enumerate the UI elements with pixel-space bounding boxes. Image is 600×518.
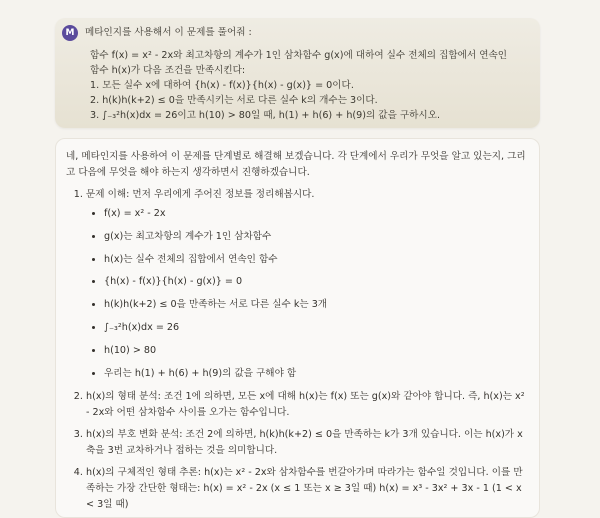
given-info-item: • g(x)는 최고차항의 계수가 1인 삼차함수 [104,230,527,244]
problem-line: 함수 f(x) = x² - 2x와 최고차항의 계수가 1인 삼차함수 g(x)에 대하여 실수 전체의 집합에서 연속인 [90,50,508,61]
step-text: h(x)의 형태 분석: 조건 1에 의하면, 모든 x에 대해 h(x)는 f(x) 또는 g(x)와 같아야 합니다. 즉, h(x)는 x² - 2x와 어떤 삼차함수 사이를 오가는 함수입니다. [86,391,525,419]
step-text: 문제 이해: 먼저 우리에게 주어진 정보를 정리해봅시다. [86,189,315,200]
user-avatar: M [62,25,78,41]
user-message-text [85,25,528,123]
condition-line: 1. 모든 실수 x에 대하여 {h(x) - f(x)}{h(x) - g(x)} = 0이다. [90,80,354,91]
given-info-item: • ∫₋₃²h(x)dx = 26 [104,321,527,335]
condition-line: 2. h(k)h(k+2) ≤ 0을 만족시키는 서로 다른 실수 k의 개수는 3이다. [90,95,378,106]
solution-steps [66,187,527,513]
given-info-item: • f(x) = x² - 2x [104,207,527,221]
user-message [55,18,540,128]
problem-line: 함수 h(x)가 다음 조건을 만족시킨다: [90,65,246,76]
step-text: h(x)의 부호 변화 분석: 조건 2에 의하면, h(k)h(k+2) ≤ 0을 만족하는 k가 3개 있습니다. 이는 h(x)가 x축을 3번 교차하거나 접하는 것을 의미합니다. [86,429,523,457]
given-info-item: • {h(x) - f(x)}{h(x) - g(x)} = 0 [104,275,527,289]
user-request-line: 메타인지를 사용해서 이 문제를 풀어줘 : [85,27,252,38]
assistant-message [55,138,540,518]
step-text: h(x)의 구체적인 형태 추론: h(x)는 x² - 2x와 삼차함수를 번갈아가며 따라가는 함수일 것입니다. 이를 만족하는 가장 간단한 형태는: h(x) = x² - 2x (x ≤ 1 또는 x ≥ 3일 때) h(x) = x³ - 3x² + 3x - 1 (1 < x < 3일 때) [86,467,523,511]
given-info-item: • h(x)는 실수 전체의 집합에서 연속인 함수 [104,253,527,267]
given-info-item: • 우리는 h(1) + h(6) + h(9)의 값을 구해야 함 [104,367,527,381]
condition-line: 3. ∫₋₃²h(x)dx = 26이고 h(10) > 80일 때, h(1) + h(6) + h(9)의 값을 구하시오. [90,110,441,121]
assistant-intro: 네, 메타인지를 사용하여 이 문제를 단계별로 해결해 보겠습니다. 각 단계에서 우리가 무엇을 알고 있는지, 그리고 다음에 무엇을 해야 하는지 생각하면서 진행하겠습니다. [66,151,526,178]
step-item [86,389,527,421]
given-info-item: • h(k)h(k+2) ≤ 0을 만족하는 서로 다른 실수 k는 3개 [104,298,527,312]
step-item [86,427,527,459]
given-info-item: • h(10) > 80 [104,344,527,358]
given-info-list [86,207,527,381]
step-item [86,187,527,381]
step-item [86,465,527,513]
